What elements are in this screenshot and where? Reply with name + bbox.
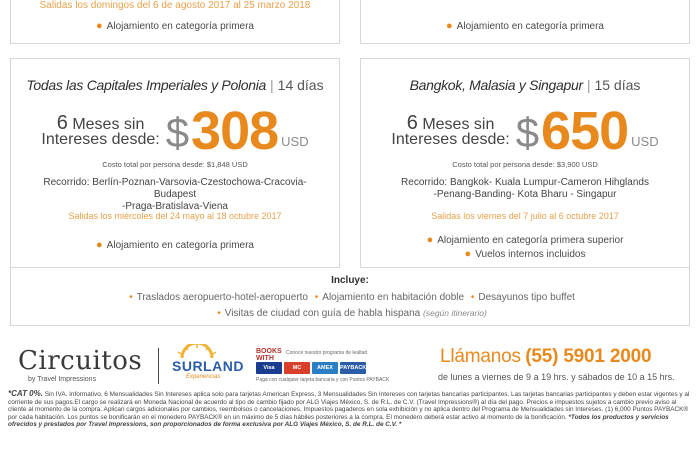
inclusion-bullet: ● Alojamiento en categoría primera <box>96 20 254 32</box>
currency-label: USD <box>631 134 659 149</box>
currency-symbol: $ <box>165 109 190 156</box>
bullet-icon: ● <box>96 20 103 32</box>
route: Recorrido: Bangkok- Kuala Lumpur-Cameron Hihglands -Penang-Banding- Kota Bharu - Singapur <box>401 177 649 200</box>
payment-note: Paga con cualquier tarjeta bancaria y con Puntos PAYBACK <box>256 377 390 383</box>
legal-disclaimer: *CAT 0%. Sin IVA. Informativo. 6 Mensualidades Sin Intereses aplica solo para tarjetas American Express, 3 Mensualidades Sin Intereses con tarjetas bancarias participantes. Las tarjetas bancarias participantes y deben estar vigentes y al corriente de sus pagos.El cargo se realizará en Moneda Nacional de acuerdo al tipo de cambio fijado por ALG Viajes México, S. de R.L. de C.V. (Travel Impressions®) al día del pago. Precios e impuestos sujetos a cambio previo aviso al cliente al momento de la compra. Aplican cargos adicionales por cambios, reembolsos o cancelaciones. Impuestos pagaderos en sola exhibición y no aplica dentro del Programa de Mensualidades sin Intereses. (1) 6,000 Puntos PAYBACK® por cada habitación. Los puntos se bonificarán en el monedero PAYBACK® en un máximo de 5 días hábiles posteriores a la compra. El monedero deberá estar activo al momento de la bonificación. *Todos los productos y servicios ofrecidos y prestados por Travel Impressions, son proporcionados de forma exclusiva por ALG Viajes México, S. de R.L. de C.V. * <box>8 389 690 429</box>
bullet-icon: • <box>470 292 475 303</box>
mastercard-icon: MC <box>284 362 310 374</box>
departure-dates: Salidas los viernes del 7 julio al 6 octubre 2017 <box>431 211 619 221</box>
package-card-top-left <box>10 0 340 44</box>
months-label: 6 Meses sin Intereses desde: <box>41 112 160 148</box>
inclusion-bullet: ● Alojamiento en categoría primera <box>96 239 254 251</box>
package-title: Bangkok, Malasia y Singapur | 15 días <box>409 77 641 93</box>
currency-symbol: $ <box>515 109 540 156</box>
phone-number[interactable]: (55) 5901 2000 <box>525 346 652 367</box>
departure-dates: Salidas los domingos del 6 de agosto 2017 al 25 marzo 2018 <box>39 0 311 11</box>
bullet-icon: • <box>217 308 221 319</box>
package-card-top-right <box>360 0 690 44</box>
visa-card-icon: Visa <box>256 362 282 374</box>
payment-cards <box>256 362 366 374</box>
footer <box>0 338 700 386</box>
circuitos-logo-subtitle: by Travel Impressions <box>28 376 97 383</box>
months-label: 6 Meses sin Intereses desde: <box>391 112 510 148</box>
bullet-icon: ● <box>96 239 103 251</box>
includes-title: Incluye: <box>331 275 369 286</box>
includes-note: (según itinerario) <box>423 308 487 318</box>
package-title: Todas las Capitales Imperiales y Polonia | 14 días <box>26 77 324 93</box>
inclusion-bullet: ● Alojamiento en categoría primera <box>446 20 604 32</box>
price-amount: 650 <box>541 101 629 161</box>
price-amount: 308 <box>191 101 279 161</box>
price-block <box>361 101 689 161</box>
inclusion-bullet: ● Vuelos internos incluidos <box>464 248 586 260</box>
amex-card-icon: AMEX <box>312 362 338 374</box>
divider <box>158 348 159 384</box>
route: Recorrido: Berlín-Poznan-Varsovia-Czestochowa-Cracovia-Budapest -Praga-Bratislava-Viena <box>43 177 307 212</box>
bullet-icon: • <box>314 292 319 303</box>
cat-label: *CAT 0%. <box>8 389 43 398</box>
total-cost: Costo total por persona desde: $1,848 USD <box>102 160 248 169</box>
bullet-icon: ● <box>446 20 453 32</box>
surland-logo-subtitle: Experiencias <box>186 374 221 380</box>
departure-dates: Salidas los miércoles del 24 mayo al 18 octubre 2017 <box>68 211 282 221</box>
package-card-bangkok[interactable] <box>360 58 690 268</box>
package-card-capitales[interactable] <box>10 58 340 268</box>
surland-logo[interactable]: SURLAND <box>172 358 244 374</box>
office-hours: de lunes a viernes de 9 a 19 hrs. y sábados de 10 a 15 hrs. <box>438 372 675 382</box>
call-block[interactable] <box>440 346 690 368</box>
circuitos-logo[interactable]: Circuitos <box>18 346 143 376</box>
bookswith-logo[interactable]: BOOKS WITH <box>256 348 282 362</box>
payback-card-icon: PAYBACK <box>340 362 366 374</box>
includes-line-1: • Traslados aeropuerto-hotel-aeropuerto • Alojamiento en habitación doble • Desayunos tipo buffet <box>129 292 575 303</box>
loyalty-note: Conoce nuestro programa de lealtad <box>286 350 368 356</box>
includes-section <box>10 268 690 328</box>
price-block <box>11 101 339 161</box>
bullet-icon: ● <box>464 248 472 260</box>
inclusion-bullet: ● Alojamiento en categoría primera superior <box>426 234 624 246</box>
bullet-icon: ● <box>426 234 434 246</box>
call-prefix: Llámanos <box>440 346 521 367</box>
bullet-icon: • <box>129 292 133 303</box>
total-cost: Costo total por persona desde: $3,900 USD <box>452 160 598 169</box>
includes-line-2: • Visitas de ciudad con guía de habla hispana (según itinerario) <box>217 308 487 319</box>
currency-label: USD <box>281 134 309 149</box>
